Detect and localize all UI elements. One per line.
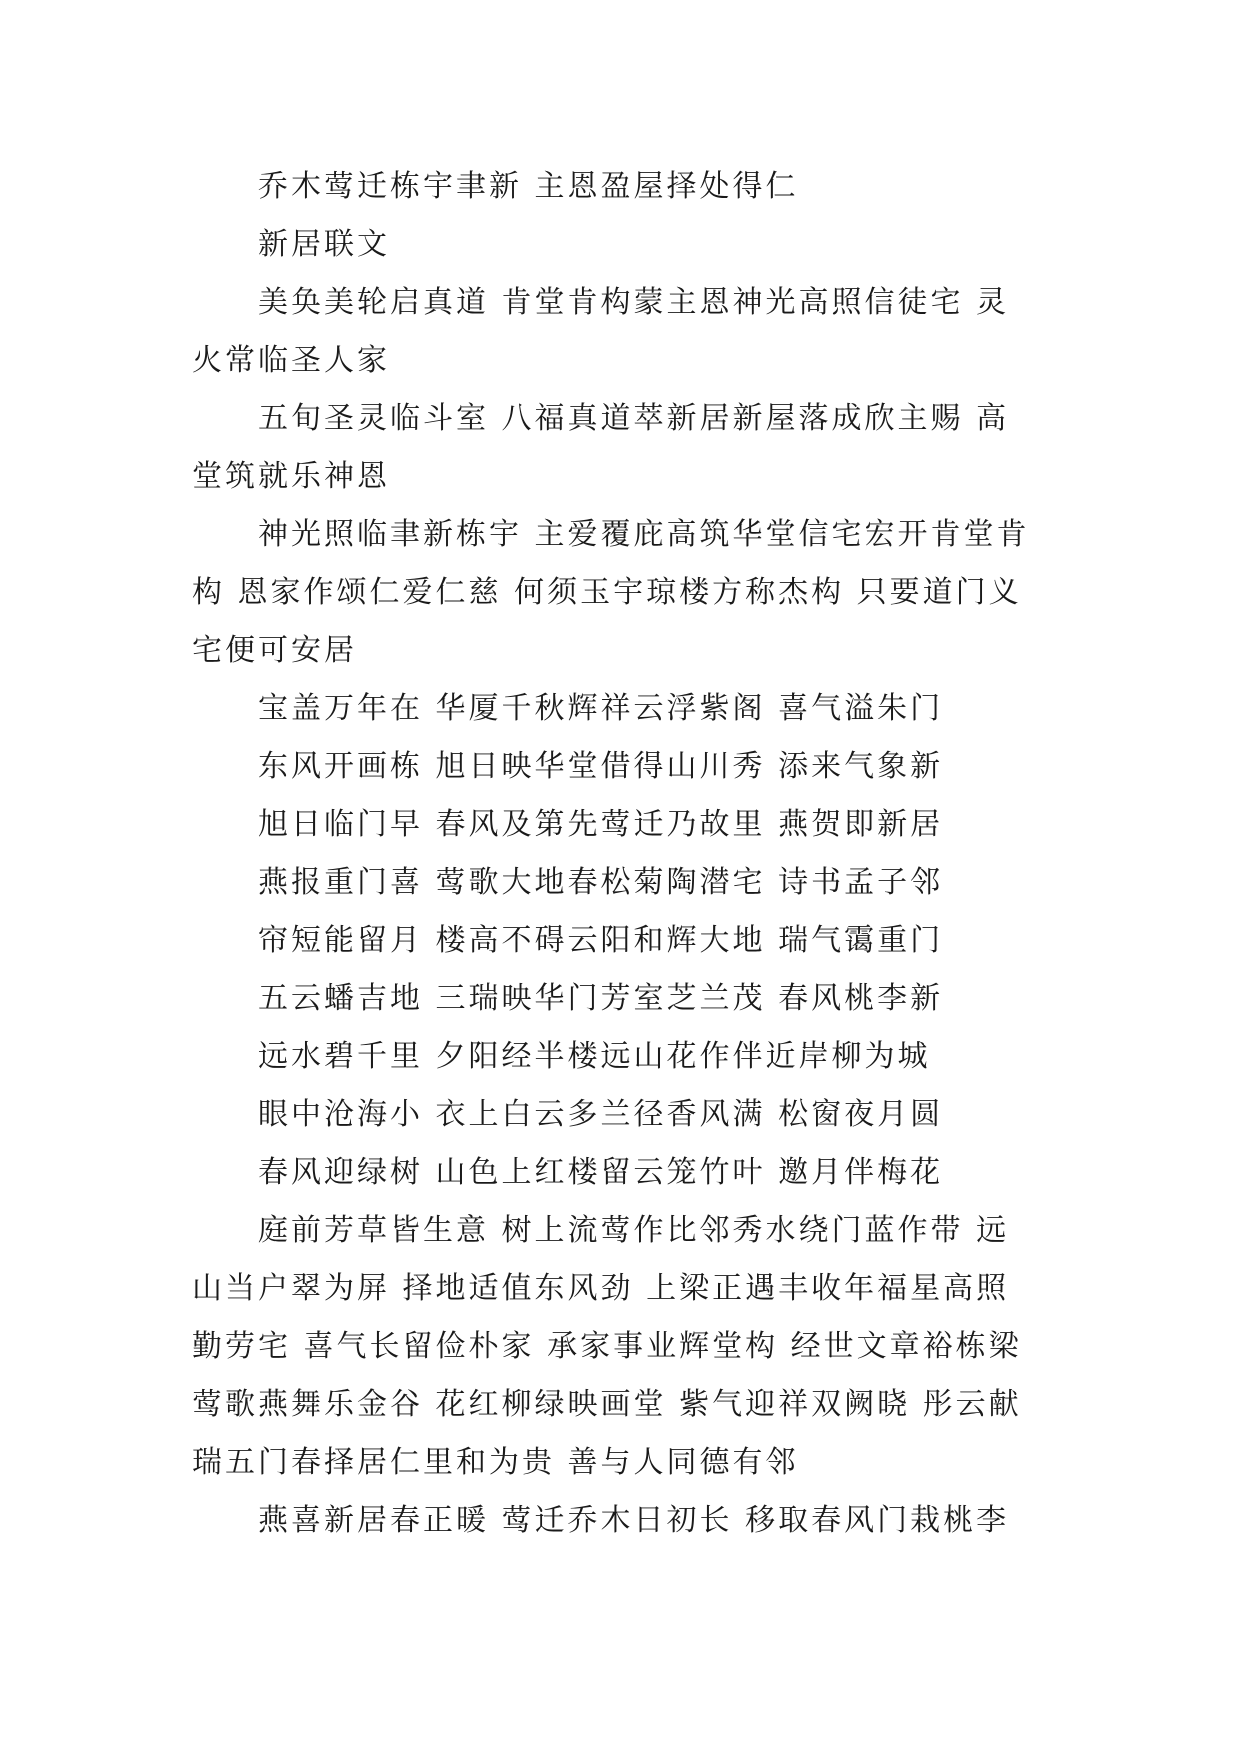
text-line: 构 恩家作颂仁爱仁慈 何须玉宇琼楼方称杰构 只要道门义 bbox=[192, 575, 1022, 610]
text-line: 勤劳宅 喜气长留俭朴家 承家事业辉堂构 经世文章裕栋梁 bbox=[192, 1329, 1022, 1364]
text-line: 瑞五门春择居仁里和为贵 善与人同德有邻 bbox=[192, 1445, 799, 1480]
text-line: 五云蟠吉地 三瑞映华门芳室芝兰茂 春风桃李新 bbox=[258, 981, 944, 1016]
paragraph-3 bbox=[192, 274, 1058, 390]
paragraph-13 bbox=[192, 1086, 1058, 1144]
paragraph-5 bbox=[192, 506, 1058, 680]
text-line: 莺歌燕舞乐金谷 花红柳绿映画堂 紫气迎祥双阙晓 彤云献 bbox=[192, 1387, 1022, 1422]
text-line: 远水碧千里 夕阳经半楼远山花作伴近岸柳为城 bbox=[258, 1039, 931, 1074]
paragraph-15 bbox=[192, 1202, 1058, 1492]
paragraph-12 bbox=[192, 1028, 1058, 1086]
text-line: 帘短能留月 楼高不碍云阳和辉大地 瑞气霭重门 bbox=[258, 923, 944, 958]
paragraph-1 bbox=[192, 158, 1058, 216]
paragraph-9 bbox=[192, 854, 1058, 912]
text-line: 乔木莺迁栋宇聿新 主恩盈屋择处得仁 bbox=[258, 169, 799, 204]
paragraph-heading bbox=[192, 216, 1058, 274]
text-line: 眼中沧海小 衣上白云多兰径香风满 松窗夜月圆 bbox=[258, 1097, 944, 1132]
text-line: 东风开画栋 旭日映华堂借得山川秀 添来气象新 bbox=[258, 749, 944, 784]
document-body bbox=[192, 158, 1058, 1550]
text-line: 火常临圣人家 bbox=[192, 343, 390, 378]
paragraph-14 bbox=[192, 1144, 1058, 1202]
text-line: 山当户翠为屏 择地适值东风劲 上梁正遇丰收年福星高照 bbox=[192, 1271, 1010, 1306]
paragraph-7 bbox=[192, 738, 1058, 796]
text-line: 燕报重门喜 莺歌大地春松菊陶潜宅 诗书孟子邻 bbox=[258, 865, 944, 900]
text-line: 春风迎绿树 山色上红楼留云笼竹叶 邀月伴梅花 bbox=[258, 1155, 944, 1190]
section-heading: 新居联文 bbox=[258, 227, 390, 262]
text-line: 燕喜新居春正暖 莺迁乔木日初长 移取春风门栽桃李 bbox=[258, 1503, 1010, 1538]
text-line: 五旬圣灵临斗室 八福真道萃新居新屋落成欣主赐 高 bbox=[258, 401, 1010, 436]
text-line: 神光照临聿新栋宇 主爱覆庇高筑华堂信宅宏开肯堂肯 bbox=[258, 517, 1030, 552]
text-line: 堂筑就乐神恩 bbox=[192, 459, 390, 494]
text-line: 庭前芳草皆生意 树上流莺作比邻秀水绕门蓝作带 远 bbox=[258, 1213, 1010, 1248]
paragraph-8 bbox=[192, 796, 1058, 854]
paragraph-4 bbox=[192, 390, 1058, 506]
text-line: 宅便可安居 bbox=[192, 633, 357, 668]
paragraph-16 bbox=[192, 1492, 1058, 1550]
text-line: 旭日临门早 春风及第先莺迁乃故里 燕贺即新居 bbox=[258, 807, 944, 842]
text-line: 美奂美轮启真道 肯堂肯构蒙主恩神光高照信徒宅 灵 bbox=[258, 285, 1010, 320]
text-line: 宝盖万年在 华厦千秋辉祥云浮紫阁 喜气溢朱门 bbox=[258, 691, 944, 726]
paragraph-11 bbox=[192, 970, 1058, 1028]
paragraph-6 bbox=[192, 680, 1058, 738]
paragraph-10 bbox=[192, 912, 1058, 970]
